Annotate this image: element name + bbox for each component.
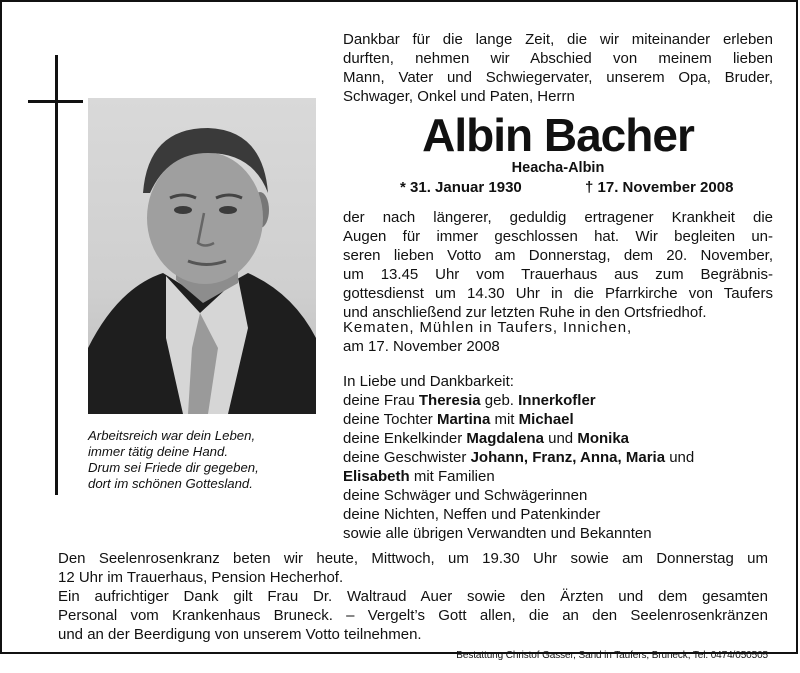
body-line: um 13.45 Uhr vom Trauerhaus aus zum Begräbnis- xyxy=(343,266,773,283)
body-line: seren lieben Votto am Donnerstag, dem 20. November, xyxy=(343,247,773,264)
portrait-photo xyxy=(88,98,316,414)
family-nieces: deine Nichten, Neffen und Patenkinder xyxy=(343,506,601,523)
body-line: der nach längerer, geduldig ertragener Krankheit die xyxy=(343,209,773,226)
label: deine Frau xyxy=(343,392,419,409)
label: deine Tochter xyxy=(343,411,437,428)
portrait-icon xyxy=(88,98,316,414)
label: deine Geschwister xyxy=(343,449,471,466)
label: geb. xyxy=(480,392,519,409)
label: mit xyxy=(490,411,519,428)
funeral-details xyxy=(343,208,773,322)
funeral-home-credit: Bestattung Christof Gasser, Sand in Taufers, Bruneck, Tel. 0474/050505 xyxy=(456,650,768,661)
places-line: Kematen, Mühlen in Taufers, Innichen, xyxy=(343,319,633,336)
closing-line: Personal vom Krankenhaus Bruneck. – Vergelt’s Gott allen, die an den Seelenrosenkränzen xyxy=(58,607,768,624)
cross-icon xyxy=(55,55,58,495)
label: deine Enkelkinder xyxy=(343,430,467,447)
label: mit Familien xyxy=(409,468,495,485)
family-siblings xyxy=(343,448,773,467)
closing-line: 12 Uhr im Trauerhaus, Pension Hecherhof. xyxy=(58,569,344,586)
places xyxy=(343,318,773,356)
intro-text xyxy=(343,30,773,106)
closing-line: Ein aufrichtiger Dank gilt Frau Dr. Waltraud Auer sowie den Ärzten und dem gesamten xyxy=(58,588,768,605)
birth-date: * 31. Januar 1930 xyxy=(400,179,522,196)
deceased-name: Albin Bacher xyxy=(422,109,694,161)
body-line: gottesdienst um 14.30 Uhr in die Pfarrkirche von Taufers xyxy=(343,285,773,302)
wife-maiden-name: Innerkofler xyxy=(518,392,596,409)
siblings-names: Johann, Franz, Anna, Maria xyxy=(470,449,666,466)
cross-bar xyxy=(28,100,83,103)
poem-line: immer tätig deine Hand. xyxy=(88,444,229,459)
sibling-name: Elisabeth xyxy=(343,468,410,485)
daughter-partner: Michael xyxy=(518,411,574,428)
daughter-name: Martina xyxy=(436,411,491,428)
closing-text xyxy=(58,549,768,644)
grandchild-name: Magdalena xyxy=(466,430,544,447)
death-date: † 17. November 2008 xyxy=(585,179,734,196)
body-line: Augen für immer geschlossen hat. Wir begleiten un- xyxy=(343,228,773,245)
body-line: und anschließend zur letzten Ruhe in den Ortsfriedhof. xyxy=(343,304,707,321)
family-grandchildren xyxy=(343,429,773,448)
closing-line: und an der Beerdigung von unserem Votto teilnehmen. xyxy=(58,626,422,643)
intro-line: Mann, Vater und Schwiegervater, unserem Opa, Bruder, xyxy=(343,69,773,86)
family-daughter xyxy=(343,410,773,429)
place-date: am 17. November 2008 xyxy=(343,338,500,355)
family-opening: In Liebe und Dankbarkeit: xyxy=(343,373,514,390)
family-in-laws: deine Schwäger und Schwägerinnen xyxy=(343,487,588,504)
label: und xyxy=(665,449,695,466)
family-list xyxy=(343,372,773,543)
nickname: Heacha-Albin xyxy=(511,160,605,176)
intro-line: Dankbar für die lange Zeit, die wir miteinander erleben xyxy=(343,31,773,48)
closing-line: Den Seelenrosenkranz beten wir heute, Mittwoch, um 19.30 Uhr sowie am Donnerstag um xyxy=(58,550,768,567)
grandchild-name: Monika xyxy=(577,430,630,447)
family-wife xyxy=(343,391,773,410)
wife-name: Theresia xyxy=(418,392,481,409)
intro-line: durften, nehmen wir Abschied von meinem lieben xyxy=(343,50,773,67)
intro-line: Schwager, Onkel und Paten, Herrn xyxy=(343,88,575,105)
poem-line: Arbeitsreich war dein Leben, xyxy=(88,428,256,443)
family-others: sowie alle übrigen Verwandten und Bekannten xyxy=(343,525,652,542)
memorial-poem xyxy=(88,428,318,492)
poem-line: dort im schönen Gottesland. xyxy=(88,476,253,491)
poem-line: Drum sei Friede dir gegeben, xyxy=(88,460,259,475)
family-siblings-cont xyxy=(343,467,773,486)
label: und xyxy=(543,430,578,447)
